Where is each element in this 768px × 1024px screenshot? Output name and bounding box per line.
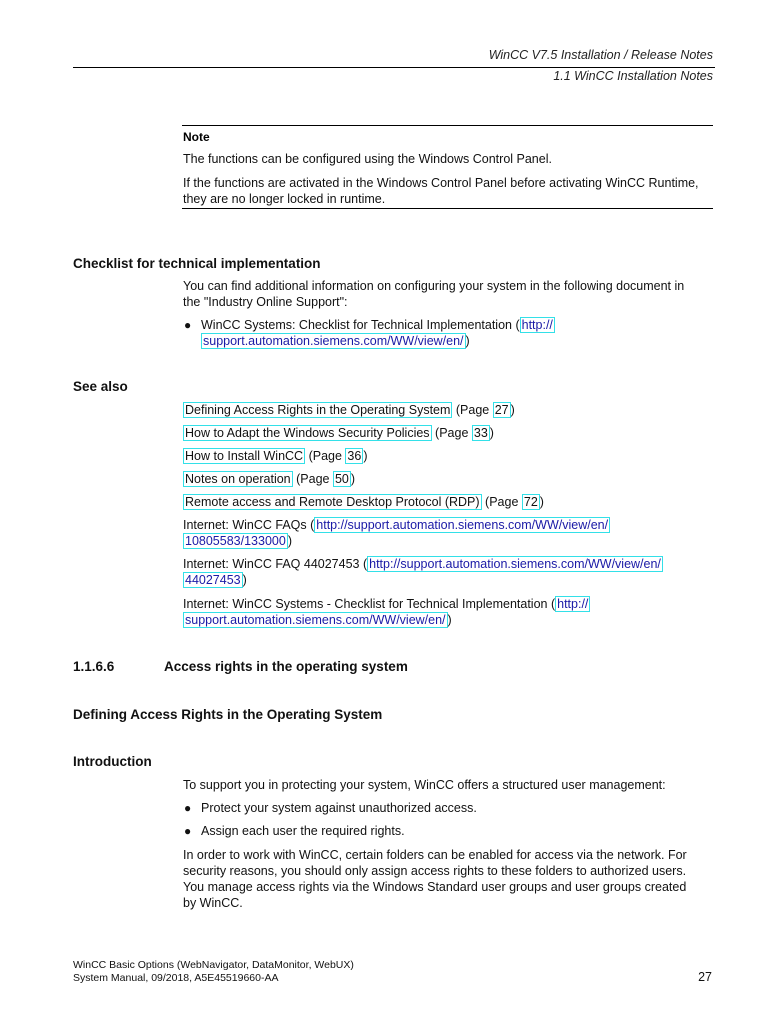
faq2-url-link-cont[interactable]: 44027453	[185, 573, 241, 587]
bullet-icon: ●	[184, 318, 192, 332]
page-ref-link[interactable]: 33	[473, 426, 488, 440]
page-ref-link[interactable]: 72	[523, 495, 538, 509]
see-also-item: How to Install WinCC (Page 36 )	[185, 449, 368, 463]
see-also-link[interactable]: How to Adapt the Windows Security Policies	[185, 426, 430, 440]
running-header-title: WinCC V7.5 Installation / Release Notes	[488, 48, 713, 62]
internet-checklist-item-line2: support.automation.siemens.com/WW/view/en/ )	[185, 613, 452, 627]
intro-paragraph-line2: security reasons, you should only assign access rights to these folders to authorized users.	[183, 864, 687, 878]
page-ref-link[interactable]: 36	[347, 449, 362, 463]
running-header-subtitle: 1.1 WinCC Installation Notes	[553, 69, 713, 83]
footer-line2: System Manual, 09/2018, A5E45519660-AA	[73, 972, 279, 984]
intro-paragraph-line3: You manage access rights via the Windows Standard user groups and user groups created	[183, 880, 687, 894]
introduction-text: To support you in protecting your system, WinCC offers a structured user management:	[183, 778, 666, 792]
note-bottom-rule	[182, 208, 713, 209]
checklist2-url-link-cont[interactable]: support.automation.siemens.com/WW/view/en/	[185, 613, 446, 627]
checklist-bullet-item: ● WinCC Systems: Checklist for Technical Implementation ( http://	[184, 318, 553, 332]
internet-faq-item-line2: 10805583/133000 )	[185, 534, 292, 548]
footer-line1: WinCC Basic Options (WebNavigator, DataMonitor, WebUX)	[73, 959, 354, 971]
introduction-heading: Introduction	[73, 754, 152, 769]
see-also-link[interactable]: Defining Access Rights in the Operating System	[185, 403, 451, 417]
internet-checklist-item: Internet: WinCC Systems - Checklist for Technical Implementation ( http://	[183, 597, 589, 611]
note-top-rule	[182, 125, 713, 126]
defining-heading: Defining Access Rights in the Operating System	[73, 707, 383, 722]
see-also-item: Defining Access Rights in the Operating System (Page 27 )	[185, 403, 515, 417]
internet-faq2-item: Internet: WinCC FAQ 44027453 ( http://support.automation.siemens.com/WW/view/en/	[183, 557, 661, 571]
internet-faq-item: Internet: WinCC FAQs ( http://support.automation.siemens.com/WW/view/en/	[183, 518, 609, 532]
note-title: Note	[183, 130, 210, 144]
see-also-item: How to Adapt the Windows Security Policies (Page 33 )	[185, 426, 494, 440]
intro-bullet-item: ● Protect your system against unauthorized access.	[184, 801, 477, 815]
checklist-heading: Checklist for technical implementation	[73, 256, 321, 271]
internet-faq2-item-line2: 44027453 )	[185, 573, 247, 587]
page-ref-link[interactable]: 50	[334, 472, 349, 486]
checklist-url-link[interactable]: http://	[521, 318, 553, 332]
see-also-link[interactable]: How to Install WinCC	[185, 449, 304, 463]
note-text-1: The functions can be configured using the Windows Control Panel.	[183, 152, 552, 166]
faq-url-link-cont[interactable]: 10805583/133000	[185, 534, 286, 548]
note-text-2-line1: If the functions are activated in the Windows Control Panel before activating WinCC Runtime,	[183, 176, 699, 190]
checklist-bullet-line2: support.automation.siemens.com/WW/view/en/ )	[203, 334, 470, 348]
header-divider	[73, 67, 715, 68]
intro-paragraph-line1: In order to work with WinCC, certain folders can be enabled for access via the network. For	[183, 848, 687, 862]
checklist-intro-line1: You can find additional information on configuring your system in the following document in	[183, 279, 685, 293]
see-also-item: Remote access and Remote Desktop Protocol (RDP) (Page 72 )	[185, 495, 544, 509]
faq2-url-link[interactable]: http://support.automation.siemens.com/WW/view/en/	[369, 557, 661, 571]
intro-bullet-item: ● Assign each user the required rights.	[184, 824, 405, 838]
bullet-icon: ●	[184, 801, 192, 815]
checklist2-url-link[interactable]: http://	[557, 597, 589, 611]
section-title: Access rights in the operating system	[164, 659, 408, 674]
intro-paragraph-line4: by WinCC.	[183, 896, 243, 910]
page-ref-link[interactable]: 27	[494, 403, 509, 417]
note-text-2-line2: they are no longer locked in runtime.	[183, 192, 386, 206]
checklist-intro-line2: the "Industry Online Support":	[183, 295, 348, 309]
see-also-item: Notes on operation (Page 50 )	[185, 472, 356, 486]
bullet-icon: ●	[184, 824, 192, 838]
see-also-link[interactable]: Remote access and Remote Desktop Protocol (RDP)	[185, 495, 480, 509]
see-also-heading: See also	[73, 379, 128, 394]
page-number: 27	[698, 970, 712, 984]
faq-url-link[interactable]: http://support.automation.siemens.com/WW/view/en/	[316, 518, 609, 532]
see-also-link[interactable]: Notes on operation	[185, 472, 291, 486]
section-number: 1.1.6.6	[73, 659, 115, 674]
checklist-url-link-cont[interactable]: support.automation.siemens.com/WW/view/en/	[203, 334, 464, 348]
